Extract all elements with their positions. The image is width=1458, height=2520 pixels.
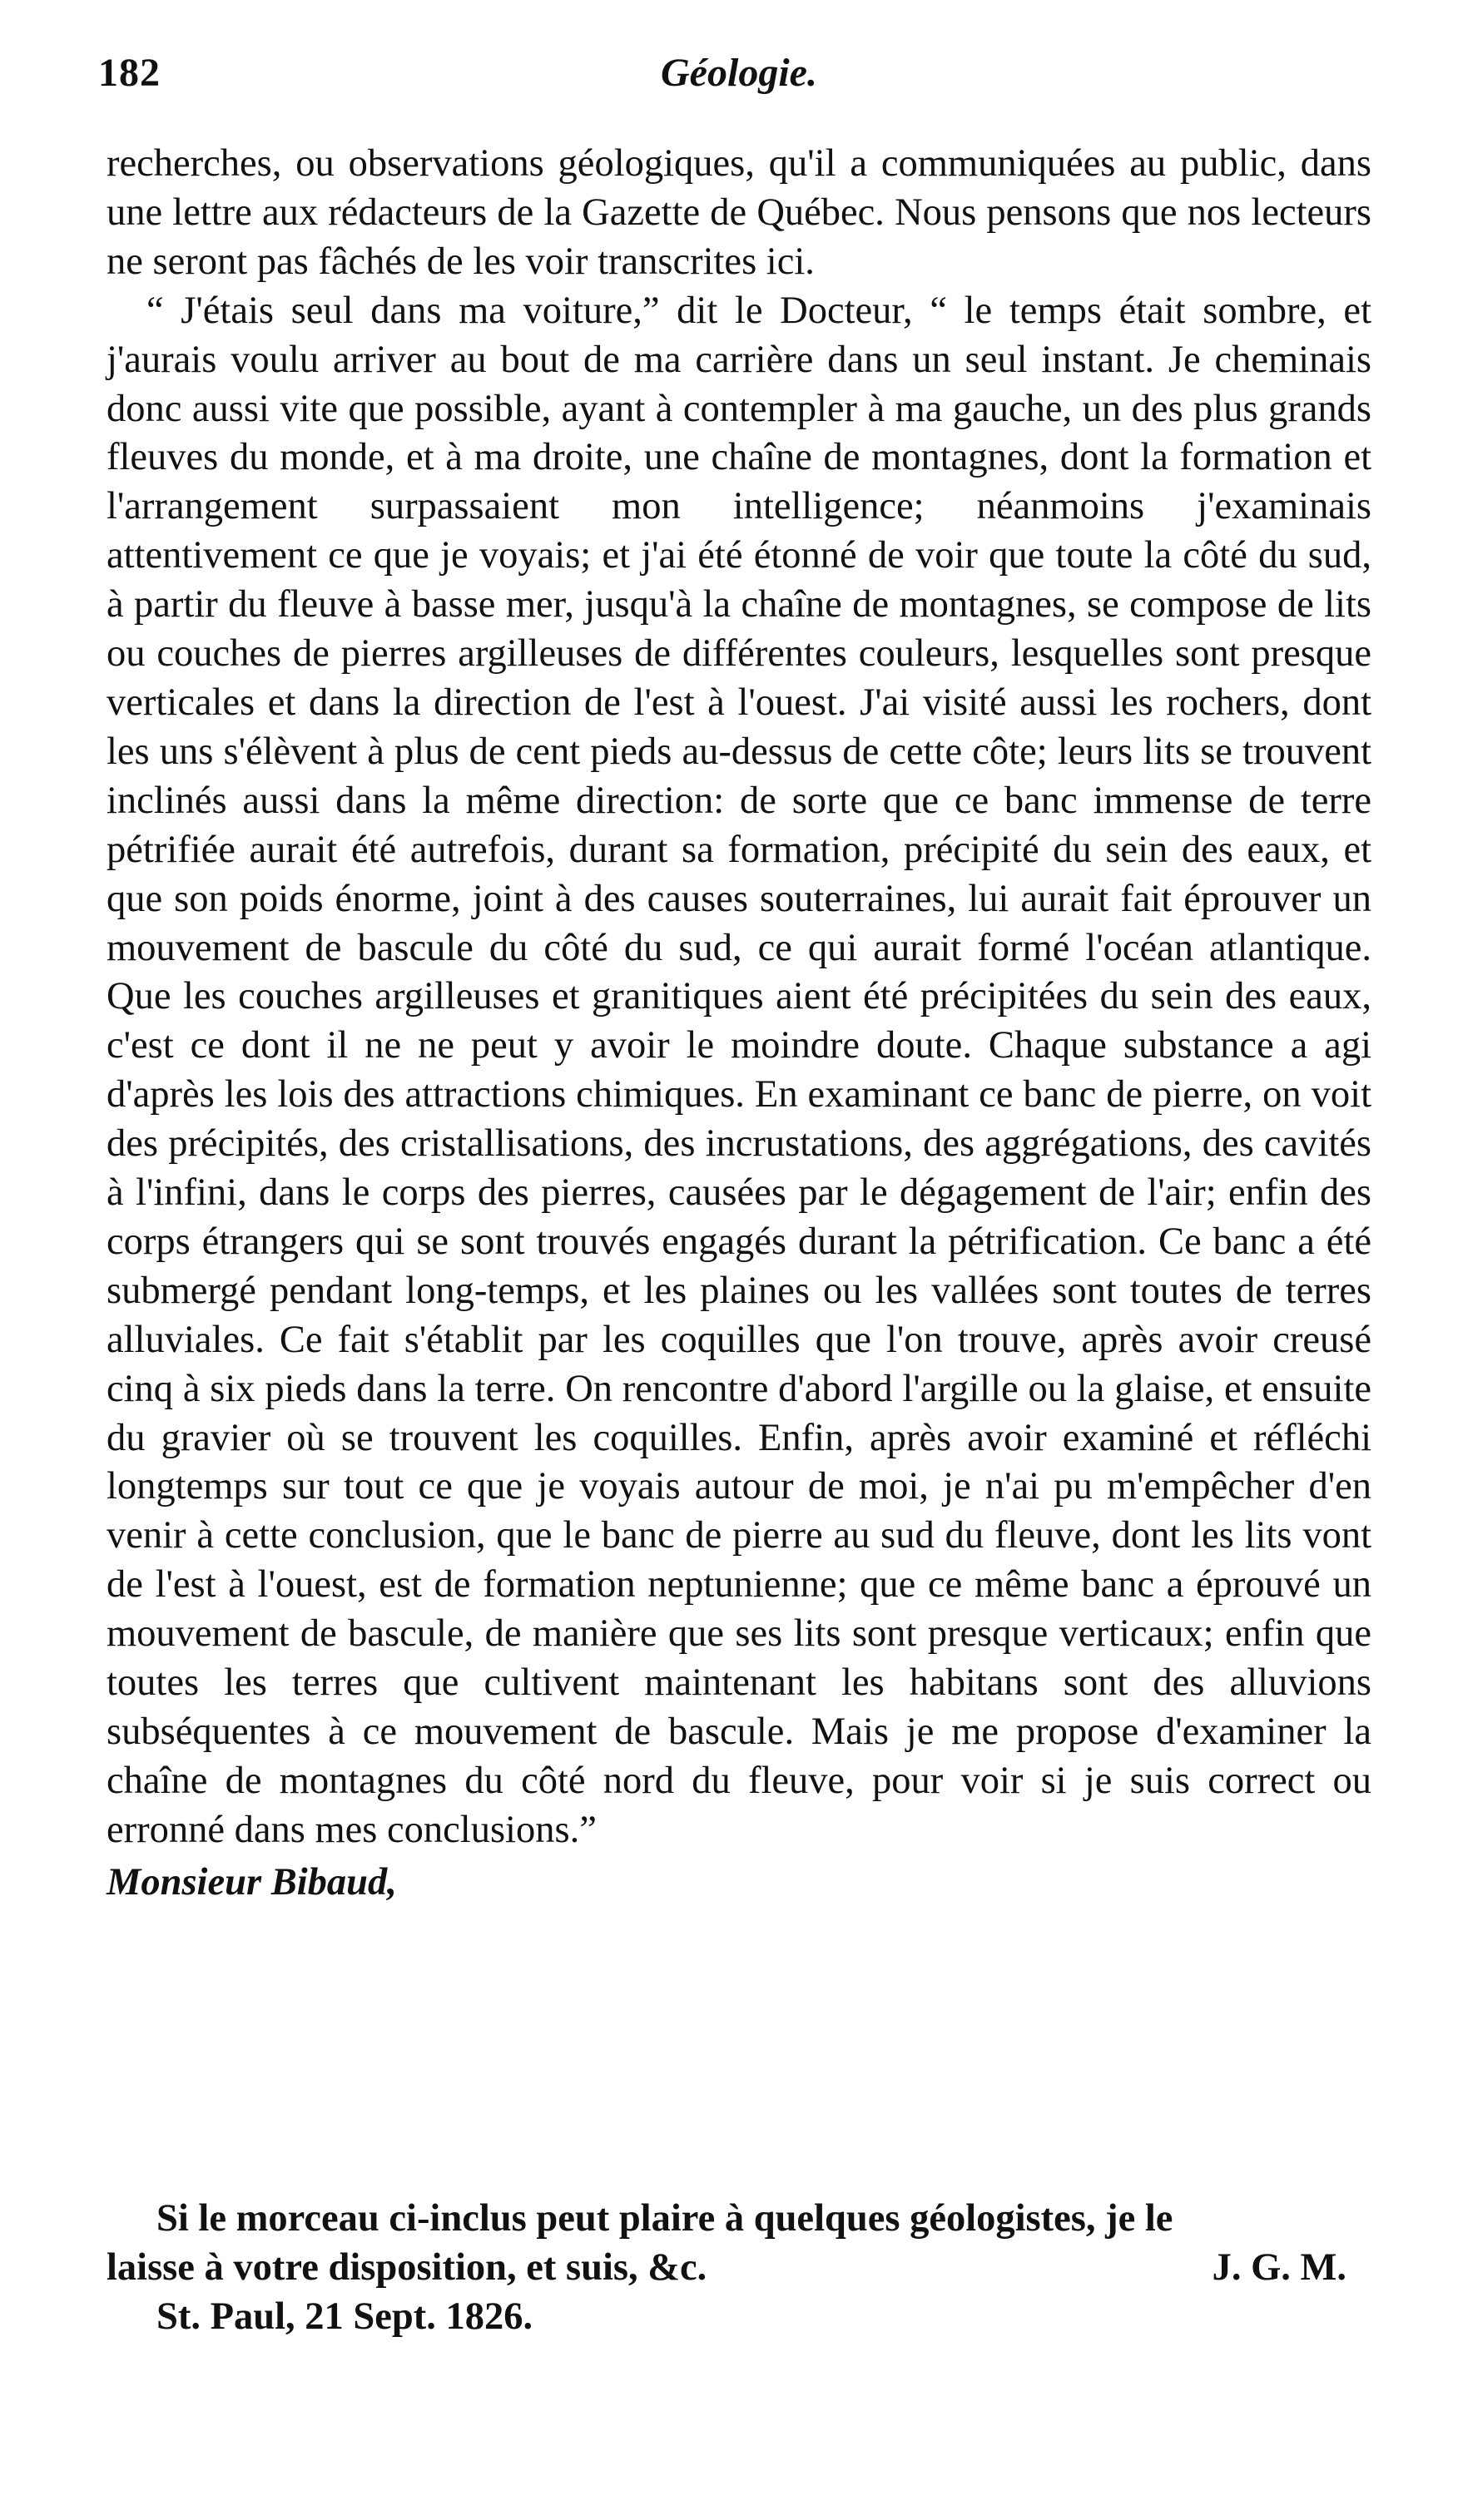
closing-line-continued: laisse à votre disposition, et suis, &c.	[107, 2245, 707, 2289]
paragraph-quoted-letter: “ J'étais seul dans ma voiture,” dit le Docteur, “ le temps était sombre, et j'aurais voulu arriver au bout de ma carrière dans un seul instant. Je cheminais donc aussi vite que possible, ayant à contempler à ma gauche, un des plus grands fleuves du monde, et à ma droite, une chaîne de montagnes, dont la formation et l'arrangement surpassaient mon intelligence; néanmoins j'examinais attentivement ce que je voyais; et j'ai été étonné de voir que toute la côté du sud, à partir du fleuve à basse mer, jusqu'à la chaîne de montagnes, se compose de lits ou couches de pierres argilleuses de différentes couleurs, lesquelles sont presque verticales et dans la direction de l'est à l'ouest. J'ai visité aussi les rochers, dont les uns s'élèvent à plus de cent pieds au-dessus de cette côte; leurs lits se trouvent inclinés aussi dans la même direction: de sorte que ce banc immense de terre pétrifiée aurait été autrefois, durant sa formation, précipité du sein des eaux, et que son poids énorme, joint à des causes souterraines, lui aurait fait éprouver un mouvement de bascule du côté du sud, ce qui aurait formé l'océan atlantique. Que les couches argilleuses et granitiques aient été précipitées du sein des eaux, c'est ce dont il ne ne peut y avoir le moindre doute. Chaque substance a agi d'après les lois des attractions chimiques. En examinant ce banc de pierre, on voit des précipités, des cristallisations, des incrustations, des aggrégations, des cavités à l'infini, dans le corps des pierres, causées par le dégagement de l'air; enfin des corps étrangers qui se sont trouvés engagés durant la pétrification. Ce banc a été submergé pendant long-temps, et les plaines ou les vallées sont toutes de terres alluviales. Ce fait s'établit par les coquilles que l'on trouve, après avoir creusé cinq à six pieds dans la terre. On rencontre d'abord l'argille ou la glaise, et ensuite du gravier où se trouvent les coquilles. Enfin, après avoir examiné et réfléchi longtemps sur tout ce que je voyais autour de moi, je n'ai pu m'empêcher d'en venir à cette conclusion, que le banc de pierre au sud du fleuve, dont les lits vont de l'est à l'ouest, est de formation neptunienne; que ce même banc a éprouvé un mouvement de bascule, de manière que ses lits sont presque verticaux; enfin que toutes les terres que cultivent maintenant les habitans sont des alluvions subséquentes à ce mouvement de bascule. Mais je me propose d'examiner la chaîne de montagnes du côté nord du fleuve, pour voir si je suis correct ou erronné dans mes conclusions.”	[107, 289, 1371, 1851]
page-header	[98, 50, 1380, 108]
running-head: Géologie.	[661, 51, 817, 95]
closing-signature-row	[107, 2244, 1371, 2293]
dateline: St. Paul, 21 Sept. 1826.	[156, 2295, 533, 2338]
signature-initials: J. G. M.	[1212, 2245, 1346, 2289]
closing-line: Si le morceau ci-inclus peut plaire à quelques géologistes, je le	[156, 2197, 1173, 2240]
salutation: Monsieur Bibaud,	[107, 1860, 397, 1904]
closing-block	[107, 2195, 1371, 2342]
body-text	[107, 140, 1371, 1908]
page-number: 182	[98, 51, 161, 95]
paragraph-intro: recherches, ou observations géologiques, qu'il a communiquées au public, dans une lettre aux rédacteurs de la Gazette de Québec. Nous pensons que nos lecteurs ne seront pas fâchés de les voir transcrites ici.	[107, 142, 1371, 283]
